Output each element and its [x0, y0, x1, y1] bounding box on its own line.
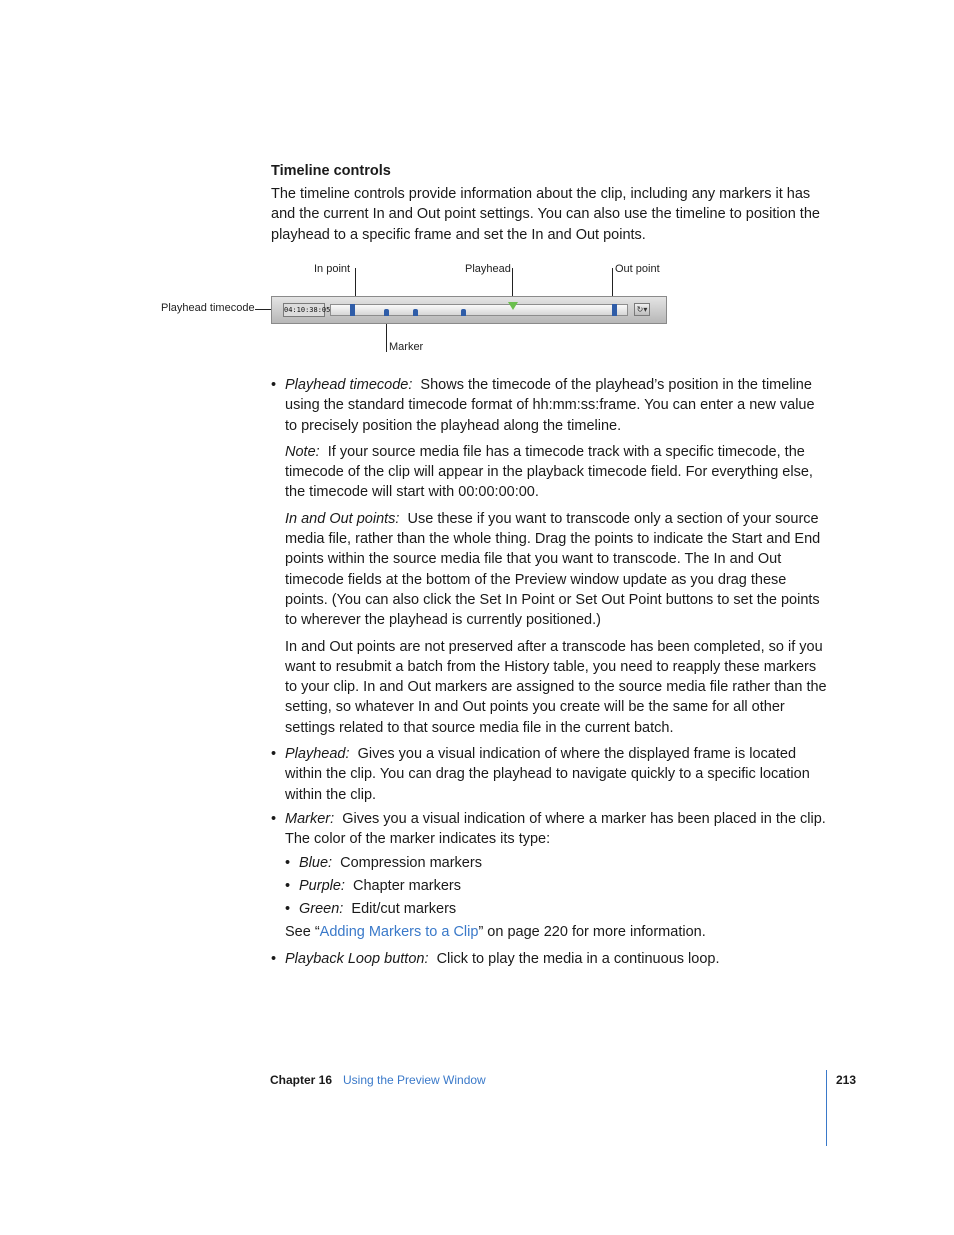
timeline-track[interactable] — [330, 304, 628, 316]
term: Marker: — [285, 810, 335, 827]
term: Green: — [299, 901, 344, 918]
cross-reference-link[interactable]: Adding Markers to a Clip — [319, 924, 479, 941]
intro-paragraph: The timeline controls provide information about the clip, including any markers it has and the current In and Out point settings. You can also use the timeline to position the playhead to a specific frame and set the In and Out points. — [271, 186, 820, 243]
in-point-handle[interactable] — [350, 304, 355, 316]
term: Playhead: — [285, 746, 350, 763]
sub-item-purple — [285, 876, 827, 896]
item-text: Use these if you want to transcode only a section of your source media file, rather than the whole thing. Drag the points to indicate the Start and End points within the source media file that you want to transcode. The In and Out timecode fields at the bottom of the Preview window update as you drag these points. (You can also click the Set In Point or Set Out Point buttons to set the points to wherever the playhead is currently positioned.) — [285, 510, 821, 629]
term: Playback Loop button: — [285, 950, 429, 967]
term: Purple: — [299, 877, 345, 894]
note-term: Note: — [285, 443, 320, 460]
playback-loop-button[interactable]: ↻▾ — [634, 303, 650, 316]
playhead-timecode-callout: Playhead timecode — [161, 302, 255, 314]
term: In and Out points: — [285, 510, 400, 527]
marker[interactable] — [461, 309, 466, 316]
in-point-callout: In point — [314, 263, 351, 275]
footer-rule — [826, 1070, 827, 1146]
see-suffix: ” on page 220 for more information. — [478, 924, 706, 941]
in-out-note: In and Out points are not preserved after a transcode has been completed, so if you want to resubmit a batch from the History table, you need to reapply these markers to your clip. In and Out markers are assigned to the source media file rather than the setting, so whatever In and Out points you create will be the same for all other settings related to that source media file in the current batch. — [285, 638, 827, 736]
item-text: Shows the timecode of the playhead’s position in the timeline using the standard timecode format of hh:mm:ss:frame. You can enter a new value to precisely position the playhead along the timeline. — [285, 377, 815, 434]
term: Blue: — [299, 854, 333, 871]
out-point-callout: Out point — [615, 263, 660, 275]
bullet-list — [271, 375, 827, 969]
list-item-playhead-timecode — [271, 375, 827, 738]
marker[interactable] — [413, 309, 418, 316]
item-text: Edit/cut markers — [351, 901, 457, 918]
list-item-marker — [271, 809, 827, 943]
playhead-timecode-field[interactable]: 04:10:38:05 — [283, 303, 325, 317]
term: Playhead timecode: — [285, 377, 413, 393]
footer-chapter-title[interactable]: Using the Preview Window — [343, 1073, 486, 1087]
out-point-handle[interactable] — [612, 304, 617, 316]
sub-item-green — [285, 899, 827, 919]
see-prefix: See “ — [285, 924, 320, 941]
marker-callout: Marker — [389, 341, 424, 353]
item-text: Gives you a visual indication of where the displayed frame is located within the clip. You can drag the playhead to navigate quickly to a specific location within the clip. — [285, 746, 810, 803]
item-text: Gives you a visual indication of where a marker has been placed in the clip. The color of the marker indicates its type: — [285, 810, 826, 848]
marker[interactable] — [384, 309, 389, 316]
sub-item-blue — [285, 853, 827, 873]
footer-chapter: Chapter 16 — [270, 1073, 333, 1087]
note-text: If your source media file has a timecode track with a specific timecode, the timecode of the clip will appear in the playback timecode field. For everything else, the timecode will start with 00:00:00:00. — [285, 443, 813, 501]
playhead-handle[interactable] — [508, 302, 518, 310]
item-text: Chapter markers — [353, 877, 461, 894]
item-text: Click to play the media in a continuous loop. — [436, 950, 720, 967]
list-item-playhead — [271, 744, 827, 805]
playhead-callout: Playhead — [465, 263, 511, 275]
item-text: Compression markers — [340, 854, 482, 871]
page-number: 213 — [836, 1073, 857, 1087]
list-item-loop — [271, 949, 827, 969]
section-heading: Timeline controls — [271, 163, 391, 179]
